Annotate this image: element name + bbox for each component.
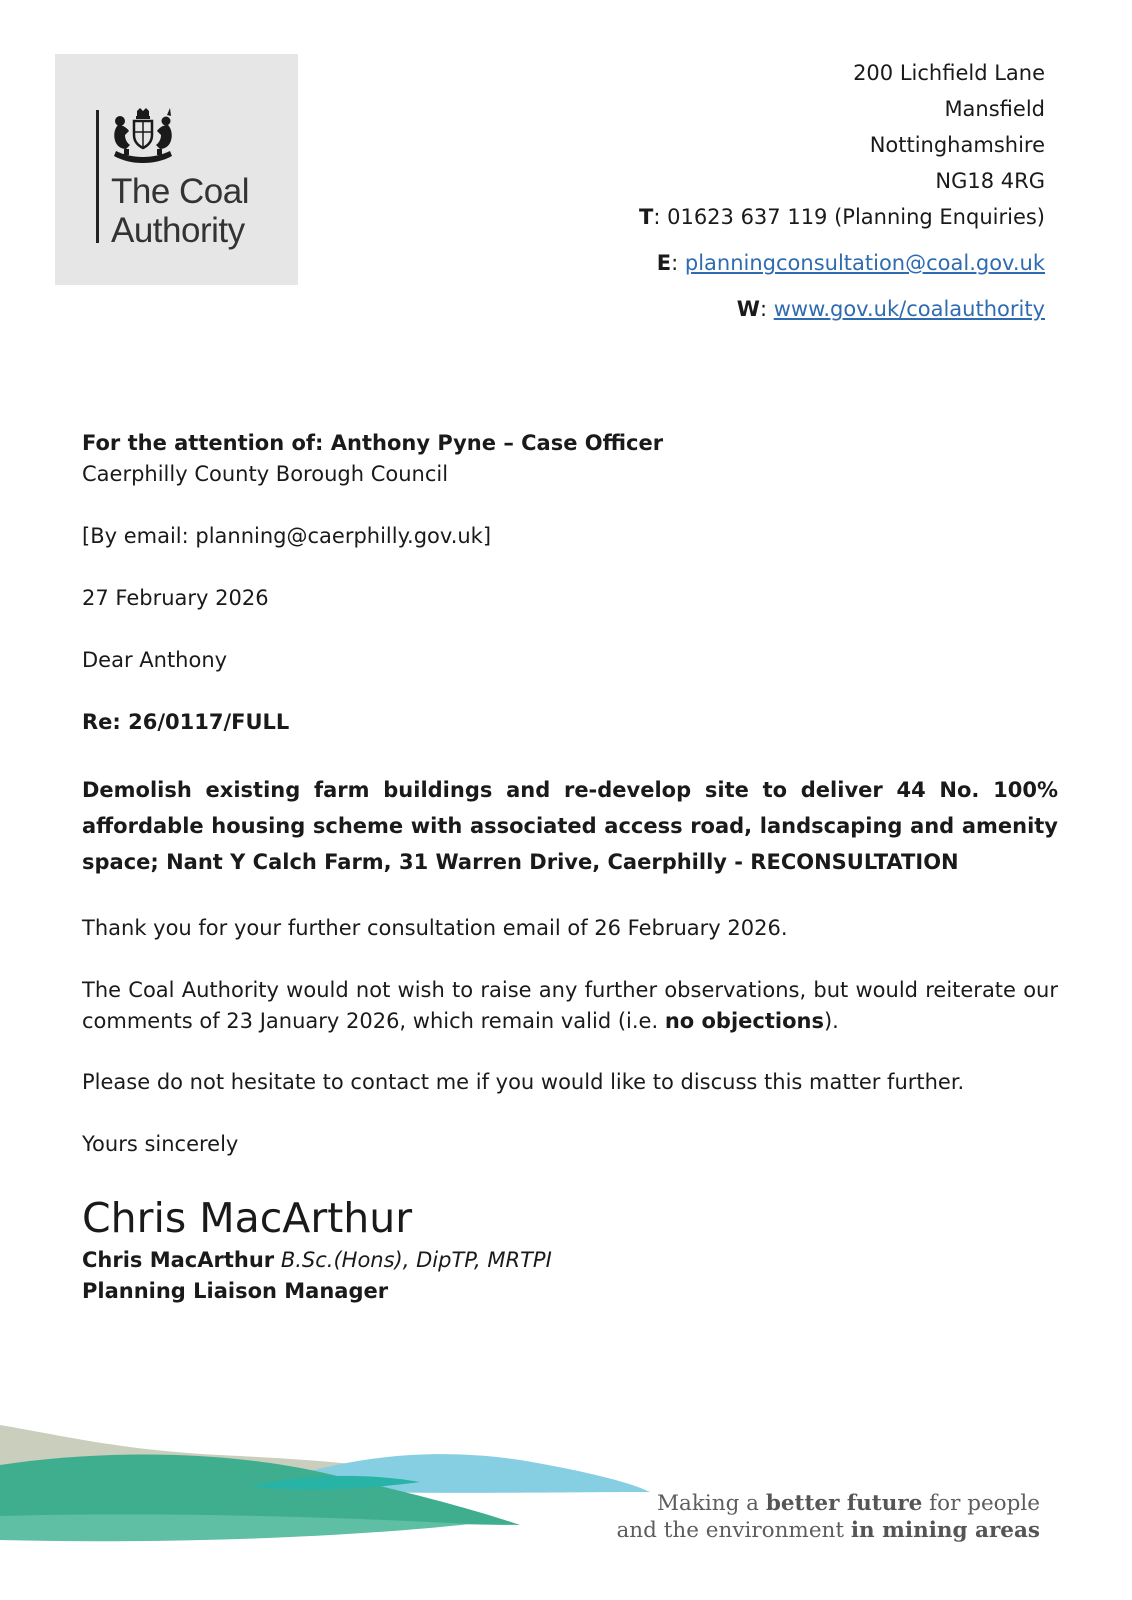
- recipient-block: [82, 428, 1058, 490]
- email-link[interactable]: planningconsultation@coal.gov.uk: [684, 251, 1045, 275]
- footer-waves-graphic: [0, 1420, 700, 1570]
- closing: Yours sincerely: [82, 1132, 239, 1156]
- paragraph-3: Please do not hesitate to contact me if you would like to discuss this matter further.: [82, 1070, 965, 1094]
- address-street: 200 Lichfield Lane: [853, 61, 1045, 85]
- web-label: W: [736, 297, 760, 321]
- signatory-qualifications: B.Sc.(Hons), DipTP, MRTPI: [280, 1248, 552, 1272]
- paragraph-2: [82, 975, 1058, 1037]
- attention-line: For the attention of: Anthony Pyne – Case Officer: [82, 431, 664, 455]
- address-web: W: www.gov.uk/coalauthority: [736, 297, 1045, 321]
- tagline-part-3: for people: [922, 1491, 1040, 1516]
- signature: Chris MacArthur: [82, 1194, 413, 1242]
- logo-divider: [96, 110, 99, 243]
- paragraph-1: Thank you for your further consultation email of 26 February 2026.: [82, 916, 788, 940]
- paragraph-2-start: The Coal Authority would not wish to raise any further observations, but would reiterate our comments of 23 January 2026, which remain valid (i.e.: [82, 978, 1058, 1033]
- footer-tagline: [616, 1490, 1040, 1544]
- royal-crest-icon: [110, 107, 176, 165]
- address-email: E: planningconsultation@coal.gov.uk: [656, 251, 1045, 275]
- logo-wordmark: [111, 172, 249, 250]
- recipient-organisation: Caerphilly County Borough Council: [82, 462, 449, 486]
- salutation: Dear Anthony: [82, 648, 228, 672]
- signatory-title: Planning Liaison Manager: [82, 1279, 389, 1303]
- tagline-part-1: Making a: [656, 1491, 766, 1516]
- reference-line: Re: 26/0117/FULL: [82, 710, 290, 734]
- web-link[interactable]: www.gov.uk/coalauthority: [773, 297, 1045, 321]
- by-email-line: [By email: planning@caerphilly.gov.uk]: [82, 524, 492, 548]
- address-county: Nottinghamshire: [869, 133, 1045, 157]
- address-town: Mansfield: [944, 97, 1045, 121]
- address-phone: [639, 199, 1045, 235]
- signatory-block: [82, 1245, 552, 1307]
- coal-authority-logo: [55, 54, 298, 285]
- tagline-part-2: better future: [765, 1491, 923, 1516]
- subject-heading: Demolish existing farm buildings and re-develop site to deliver 44 No. 100% affordable housing scheme with associated access road, landscaping and amenity space; Nant Y Calch Farm, 31 Warren Drive, Caerphilly - RECONSULTATION: [82, 778, 1058, 874]
- logo-name-line2: Authority: [111, 211, 245, 250]
- logo-name-line1: The Coal: [111, 172, 250, 211]
- tagline-part-5: in mining areas: [850, 1518, 1040, 1543]
- phone-label: T: [639, 205, 654, 229]
- letter-date: 27 February 2026: [82, 586, 269, 610]
- address-postcode: NG18 4RG: [935, 169, 1045, 193]
- email-label: E: [656, 251, 672, 275]
- signatory-name: Chris MacArthur: [82, 1248, 275, 1272]
- tagline-part-4: and the environment: [616, 1518, 851, 1543]
- sender-address: [639, 55, 1045, 327]
- phone-number: : 01623 637 119 (Planning Enquiries): [653, 205, 1045, 229]
- paragraph-2-end: ).: [823, 1009, 839, 1033]
- no-objections-text: no objections: [664, 1009, 824, 1033]
